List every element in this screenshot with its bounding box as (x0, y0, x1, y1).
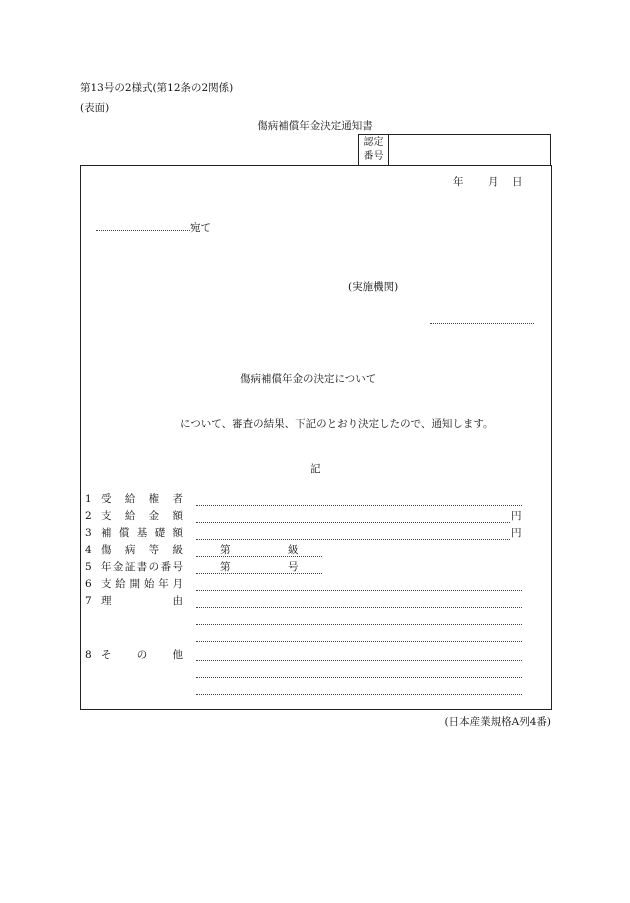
certification-number-box (358, 134, 551, 165)
injury-grade-field[interactable] (196, 556, 322, 557)
yen-unit: 円 (511, 510, 522, 522)
addressee-field[interactable] (96, 230, 190, 231)
other-field-line[interactable] (196, 694, 522, 695)
payment-start-field[interactable] (196, 590, 522, 591)
grade-suffix: 級 (288, 544, 299, 556)
document-title: 傷病補償年金決定通知書 (257, 120, 373, 132)
ki-heading: 記 (310, 463, 321, 475)
issuer-name-field[interactable] (430, 323, 534, 324)
addressee-suffix: 宛て (190, 222, 211, 234)
date-year-label: 年 (453, 176, 464, 188)
item-label: 支給開始年月 (101, 578, 183, 590)
payment-amount-field[interactable] (196, 522, 510, 523)
certificate-suffix: 号 (288, 561, 299, 573)
item-label: 受給権者 (101, 493, 183, 505)
other-field-line[interactable] (196, 677, 522, 678)
item-label: 傷病等級 (101, 544, 183, 556)
certificate-number-field[interactable] (196, 573, 322, 574)
item-label: 支給金額 (101, 510, 183, 522)
item-label: 理由 (101, 595, 183, 607)
item-label: その他 (101, 649, 183, 661)
date-month-label: 月 (488, 176, 499, 188)
grade-prefix: 第 (220, 544, 231, 556)
notice-body-text: について、審査の結果、下記のとおり決定したので、通知します。 (180, 418, 494, 430)
reason-field-line[interactable] (196, 607, 522, 608)
other-field-line[interactable] (196, 660, 522, 661)
certificate-prefix: 第 (220, 561, 231, 573)
reason-field-line[interactable] (196, 624, 522, 625)
recipient-field[interactable] (196, 505, 522, 506)
reason-field-line[interactable] (196, 641, 522, 642)
yen-unit: 円 (511, 527, 522, 539)
notice-subject: 傷病補償年金の決定について (240, 373, 377, 385)
notice-body-frame (80, 165, 552, 710)
base-compensation-field[interactable] (196, 539, 510, 540)
certification-number-label: 認定 番号 (359, 135, 389, 165)
form-side-label: (表面) (80, 102, 110, 114)
issuer-label: (実施機関) (348, 281, 399, 293)
item-label: 補償基礎額 (101, 527, 183, 539)
item-label: 年金証書の番号 (101, 561, 183, 573)
date-day-label: 日 (512, 176, 523, 188)
paper-size-note: (日本産業規格A列4番) (444, 716, 551, 728)
form-number: 第13号の2様式(第12条の2関係) (80, 82, 234, 94)
